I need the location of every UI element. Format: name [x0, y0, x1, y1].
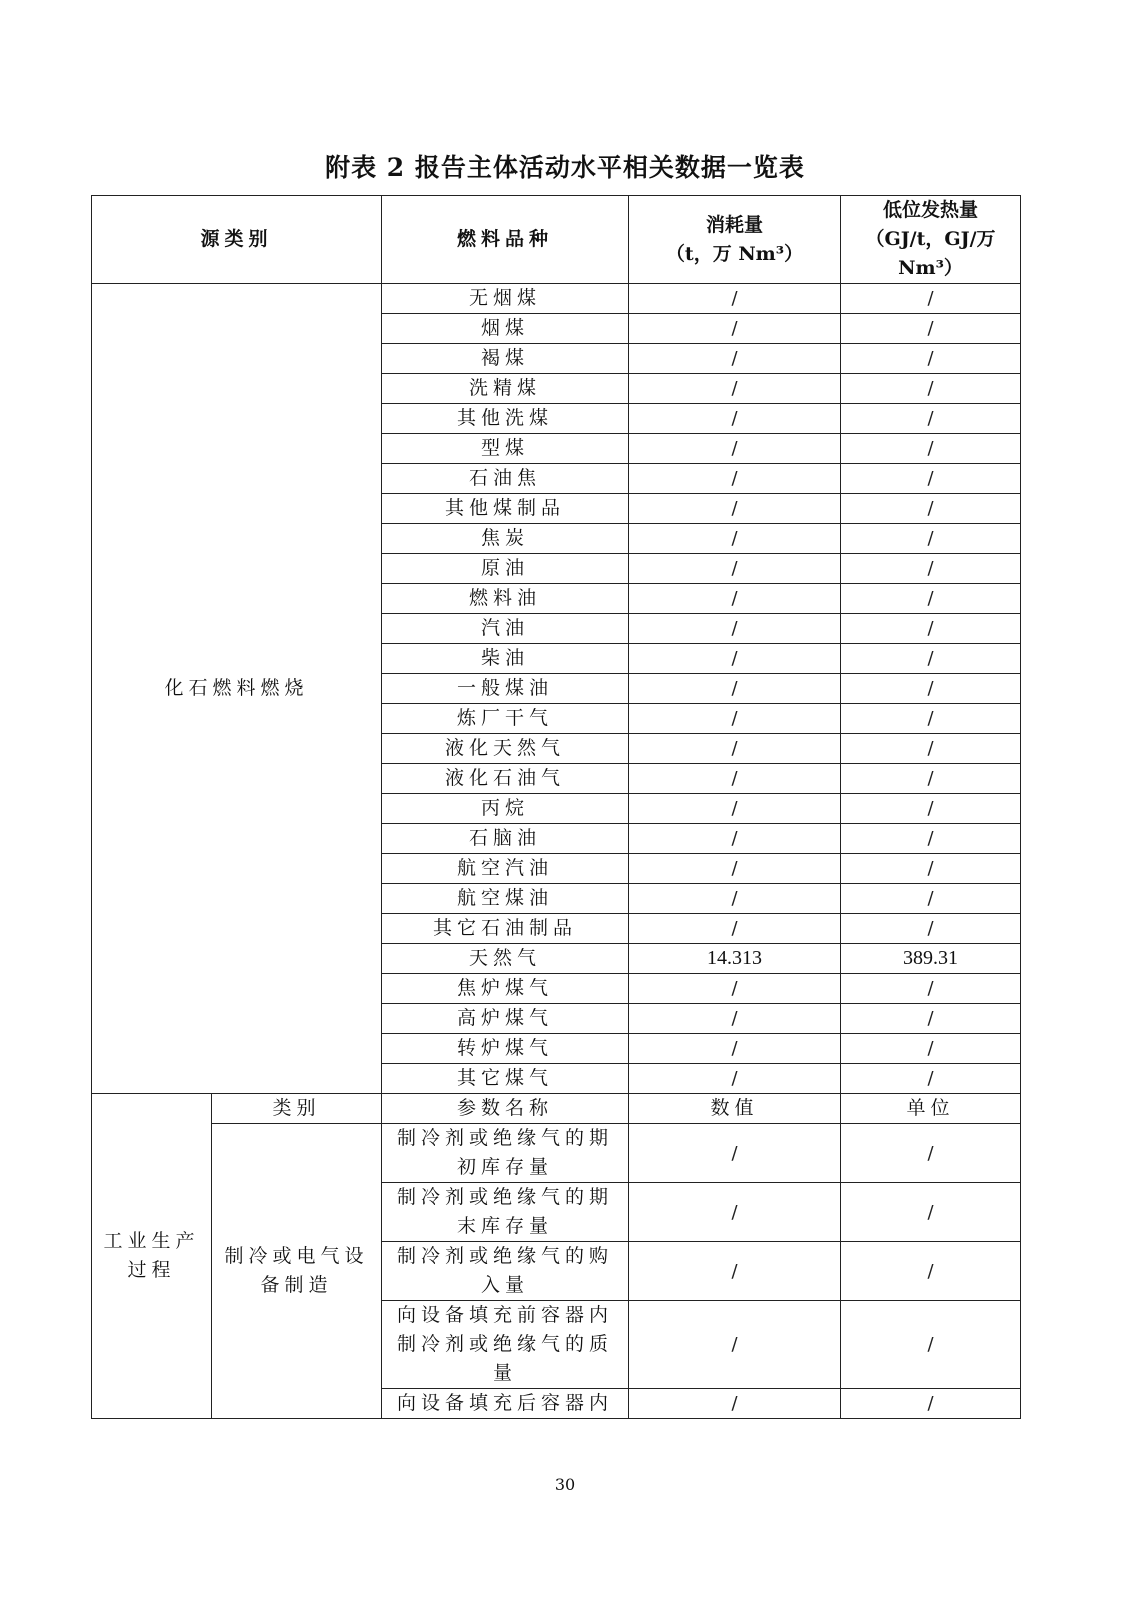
calorific-value: /	[841, 464, 1021, 494]
fuel-name: 型煤	[382, 434, 629, 464]
fuel-name: 石油焦	[382, 464, 629, 494]
sub-header-value: 数值	[629, 1094, 841, 1124]
calorific-value: /	[841, 584, 1021, 614]
parameter-unit: /	[841, 1301, 1021, 1389]
consumption-value: /	[629, 644, 841, 674]
consumption-value: /	[629, 824, 841, 854]
calorific-value: /	[841, 614, 1021, 644]
fuel-row	[92, 284, 1021, 314]
fuel-name: 柴油	[382, 644, 629, 674]
fuel-name: 石脑油	[382, 824, 629, 854]
calorific-value: /	[841, 974, 1021, 1004]
fuel-name: 其他煤制品	[382, 494, 629, 524]
calorific-value: /	[841, 374, 1021, 404]
calorific-value: /	[841, 314, 1021, 344]
calorific-value: /	[841, 794, 1021, 824]
parameter-unit: /	[841, 1389, 1021, 1419]
calorific-value: /	[841, 674, 1021, 704]
parameter-value: /	[629, 1389, 841, 1419]
fuel-name: 其它石油制品	[382, 914, 629, 944]
parameter-value: /	[629, 1242, 841, 1301]
calorific-value: /	[841, 854, 1021, 884]
consumption-value: /	[629, 374, 841, 404]
header-source-type: 源类别	[92, 196, 382, 284]
calorific-value: /	[841, 704, 1021, 734]
sub-header-category: 类别	[212, 1094, 382, 1124]
consumption-value: /	[629, 554, 841, 584]
fuel-name: 丙烷	[382, 794, 629, 824]
parameter-unit: /	[841, 1242, 1021, 1301]
fuel-name: 汽油	[382, 614, 629, 644]
calorific-value: /	[841, 554, 1021, 584]
header-row	[92, 196, 1021, 284]
calorific-value: /	[841, 284, 1021, 314]
parameter-name: 向设备填充前容器内 制冷剂或绝缘气的质 量	[382, 1301, 629, 1389]
consumption-value: /	[629, 764, 841, 794]
fuel-name: 烟煤	[382, 314, 629, 344]
consumption-value: /	[629, 524, 841, 554]
consumption-value: /	[629, 974, 841, 1004]
fuel-name: 航空汽油	[382, 854, 629, 884]
fuel-name: 转炉煤气	[382, 1034, 629, 1064]
consumption-value: /	[629, 464, 841, 494]
calorific-value: /	[841, 644, 1021, 674]
consumption-value: /	[629, 704, 841, 734]
consumption-value: /	[629, 434, 841, 464]
calorific-value: /	[841, 344, 1021, 374]
consumption-value: /	[629, 914, 841, 944]
calorific-value: /	[841, 734, 1021, 764]
source-type-fossil-fuel-combustion: 化石燃料燃烧	[92, 284, 382, 1094]
header-consumption: 消耗量 （t，万 Nm³）	[629, 196, 841, 284]
parameter-value: /	[629, 1124, 841, 1183]
fuel-name: 其它煤气	[382, 1064, 629, 1094]
parameter-name: 制冷剂或绝缘气的购 入量	[382, 1242, 629, 1301]
fuel-name: 一般煤油	[382, 674, 629, 704]
consumption-value: /	[629, 734, 841, 764]
consumption-value: /	[629, 314, 841, 344]
header-calorific-value: 低位发热量 （GJ/t，GJ/万 Nm³）	[841, 196, 1021, 284]
page-title: 附表 2 报告主体活动水平相关数据一览表	[325, 153, 805, 182]
calorific-value: 389.31	[841, 944, 1021, 974]
fuel-name: 航空煤油	[382, 884, 629, 914]
consumption-value: /	[629, 584, 841, 614]
calorific-value: /	[841, 1064, 1021, 1094]
parameter-name: 制冷剂或绝缘气的期 末库存量	[382, 1183, 629, 1242]
fuel-name: 液化天然气	[382, 734, 629, 764]
consumption-value: /	[629, 674, 841, 704]
consumption-value: /	[629, 344, 841, 374]
calorific-value: /	[841, 494, 1021, 524]
consumption-value: 14.313	[629, 944, 841, 974]
calorific-value: /	[841, 1004, 1021, 1034]
source-type-industrial-process: 工业生产 过程	[92, 1094, 212, 1419]
calorific-value: /	[841, 914, 1021, 944]
calorific-value: /	[841, 404, 1021, 434]
consumption-value: /	[629, 794, 841, 824]
calorific-value: /	[841, 884, 1021, 914]
parameter-value: /	[629, 1301, 841, 1389]
fuel-name: 炼厂干气	[382, 704, 629, 734]
fuel-name: 其他洗煤	[382, 404, 629, 434]
page-number: 30	[554, 1475, 576, 1494]
parameter-row	[92, 1124, 1021, 1183]
fuel-name: 原油	[382, 554, 629, 584]
header-fuel-type: 燃料品种	[382, 196, 629, 284]
parameter-unit: /	[841, 1124, 1021, 1183]
category-refrigeration-equipment: 制冷或电气设 备制造	[212, 1124, 382, 1419]
calorific-value: /	[841, 1034, 1021, 1064]
sub-header-param-name: 参数名称	[382, 1094, 629, 1124]
calorific-value: /	[841, 434, 1021, 464]
industrial-header-row	[92, 1094, 1021, 1124]
consumption-value: /	[629, 614, 841, 644]
consumption-value: /	[629, 284, 841, 314]
parameter-name: 制冷剂或绝缘气的期 初库存量	[382, 1124, 629, 1183]
fuel-name: 液化石油气	[382, 764, 629, 794]
consumption-value: /	[629, 1064, 841, 1094]
fuel-name: 褐煤	[382, 344, 629, 374]
parameter-value: /	[629, 1183, 841, 1242]
fuel-name: 焦炭	[382, 524, 629, 554]
consumption-value: /	[629, 404, 841, 434]
consumption-value: /	[629, 854, 841, 884]
fuel-name: 燃料油	[382, 584, 629, 614]
fuel-name: 洗精煤	[382, 374, 629, 404]
parameter-name: 向设备填充后容器内	[382, 1389, 629, 1419]
calorific-value: /	[841, 764, 1021, 794]
sub-header-unit: 单位	[841, 1094, 1021, 1124]
activity-data-table	[91, 195, 1021, 1419]
fuel-name: 天然气	[382, 944, 629, 974]
fuel-name: 焦炉煤气	[382, 974, 629, 1004]
fuel-name: 高炉煤气	[382, 1004, 629, 1034]
fuel-name: 无烟煤	[382, 284, 629, 314]
consumption-value: /	[629, 1034, 841, 1064]
calorific-value: /	[841, 524, 1021, 554]
consumption-value: /	[629, 494, 841, 524]
calorific-value: /	[841, 824, 1021, 854]
consumption-value: /	[629, 1004, 841, 1034]
parameter-unit: /	[841, 1183, 1021, 1242]
consumption-value: /	[629, 884, 841, 914]
